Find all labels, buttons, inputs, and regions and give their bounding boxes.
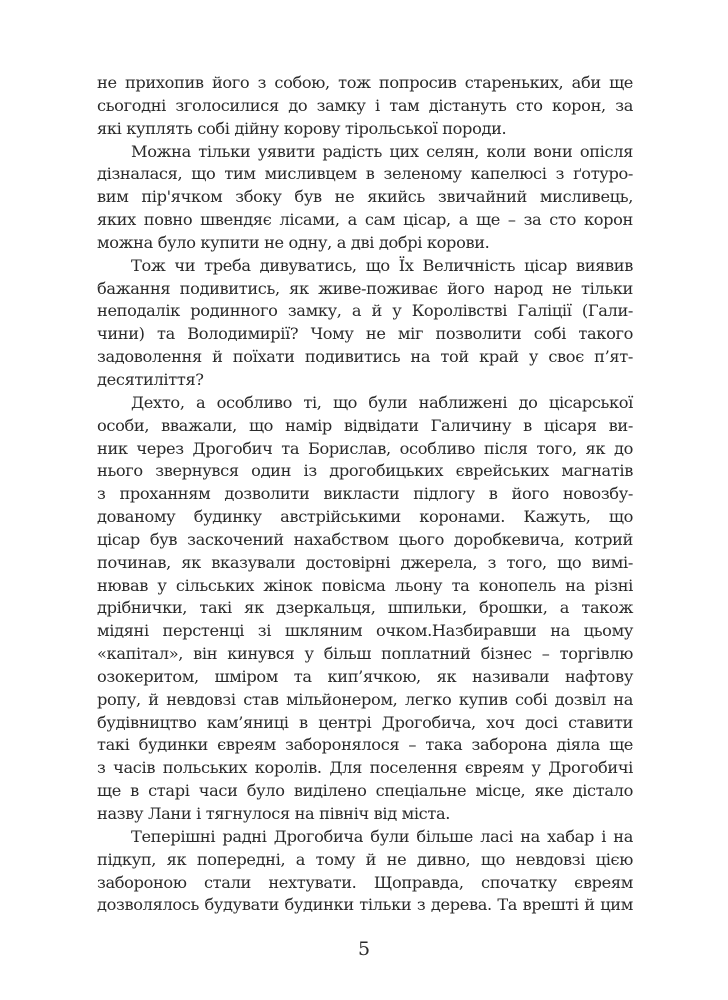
text-line: дованому будинку австрійськими коронами. Кажуть, що: [97, 507, 633, 527]
paragraph-first-line: Дехто, а особливо ті, що були наближені до цісарської: [131, 392, 633, 412]
text-line: не прихопив його з собою, тож попросив старeньких, аби ще: [97, 73, 633, 92]
paragraph-first-line: Теперішні радні Дрогобича були більше ласі на хабар і на: [131, 826, 633, 846]
text-line: підкуп, як попередні, а тому й не дивно, що невдовзі цією: [97, 849, 633, 869]
text-line: ропу, й невдовзі став мільйонером, легко купив собі дозвіл на: [97, 689, 633, 709]
text-line: особи, вважали, що намір відвідати Галичину в цісаря ви-: [97, 415, 633, 435]
text-line: сьогодні зголосилися до замку і там дістануть сто корон, за: [97, 95, 633, 115]
text-line: неподалік родинного замку, а й у Королівстві Галіції (Гали-: [97, 301, 633, 321]
text-line: можна було купити не одну, а дві добрі корови.: [97, 232, 490, 252]
text-line: яких повно швендяє лісами, а сам цісар, а ще – за сто корон: [97, 210, 633, 230]
text-line: забороною стали нехтувати. Щоправда, спочатку євреям: [97, 872, 633, 892]
paragraph-first-line: Можна тільки уявити радість цих селян, коли вони опісля: [131, 141, 633, 161]
text-line: вим пір'ячком збоку був не якийсь звичайний мисливець,: [97, 187, 633, 207]
text-line: ще в старі часи було виділено спеціальне місце, яке дістало: [97, 781, 633, 801]
text-line: озокеритом, шміром та кип’ячкою, як називали нафтову: [97, 666, 633, 686]
text-line: з часів польських королів. Для поселення євреям у Дрогобичі: [97, 758, 633, 778]
text-line: з проханням дозволити викласти підлогу в його новозбу-: [97, 484, 633, 504]
text-line: будівництво кам’яниці в центрі Дрогобича, хоч досі ставити: [97, 712, 633, 732]
text-line: починав, як вказували достовірні джерела, з того, що вимі-: [97, 552, 633, 572]
text-line: «капітал», він кинувся у більш поплатний бізнес – торгівлю: [97, 644, 633, 664]
paragraph-first-line: Тож чи треба дивуватись, що Їх Величність цісар виявив: [131, 255, 633, 275]
text-line: цісар був заскочений нахабством цього доробкевича, котрий: [97, 529, 633, 549]
text-line: бажання подивитись, як живе-поживає його народ не тільки: [97, 278, 633, 298]
text-line: десятиліття?: [97, 369, 204, 389]
text-line: дрібнички, такі як дзеркальця, шпильки, брошки, а також: [97, 598, 633, 618]
text-line: нього звернувся один із дрогобицьких єврейських магнатів: [97, 461, 633, 481]
text-line: які куплять собі дійну корову тірольської породи.: [97, 118, 507, 138]
text-line: назву Лани і тягнулося на північ від міста.: [97, 804, 451, 823]
text-line: нював у сільських жінок повісма льону та конопель на різні: [97, 575, 633, 595]
text-line: дізналася, що тим мисливцем в зеленому капелюсі з ґотуро-: [97, 164, 633, 184]
text-line: чини) та Володимирії? Чому не міг позволити собі такого: [97, 324, 633, 344]
text-line: такі будинки євреям заборонялося – така заборона діяла ще: [97, 735, 633, 755]
text-line: дозволялось будувати будинки тільки з дерева. Та врешті й цим: [97, 895, 633, 915]
body-text: [97, 72, 633, 917]
text-line: задоволення й поїхати подивитись на той край у своє п’ят-: [97, 347, 633, 367]
page-number: 5: [357, 938, 371, 960]
text-line: ник через Дрогобич та Борислав, особливо після того, як до: [97, 438, 633, 458]
text-line: мідяні перстенці зі шкляним очком.Назбиравши на цьому: [97, 621, 633, 641]
